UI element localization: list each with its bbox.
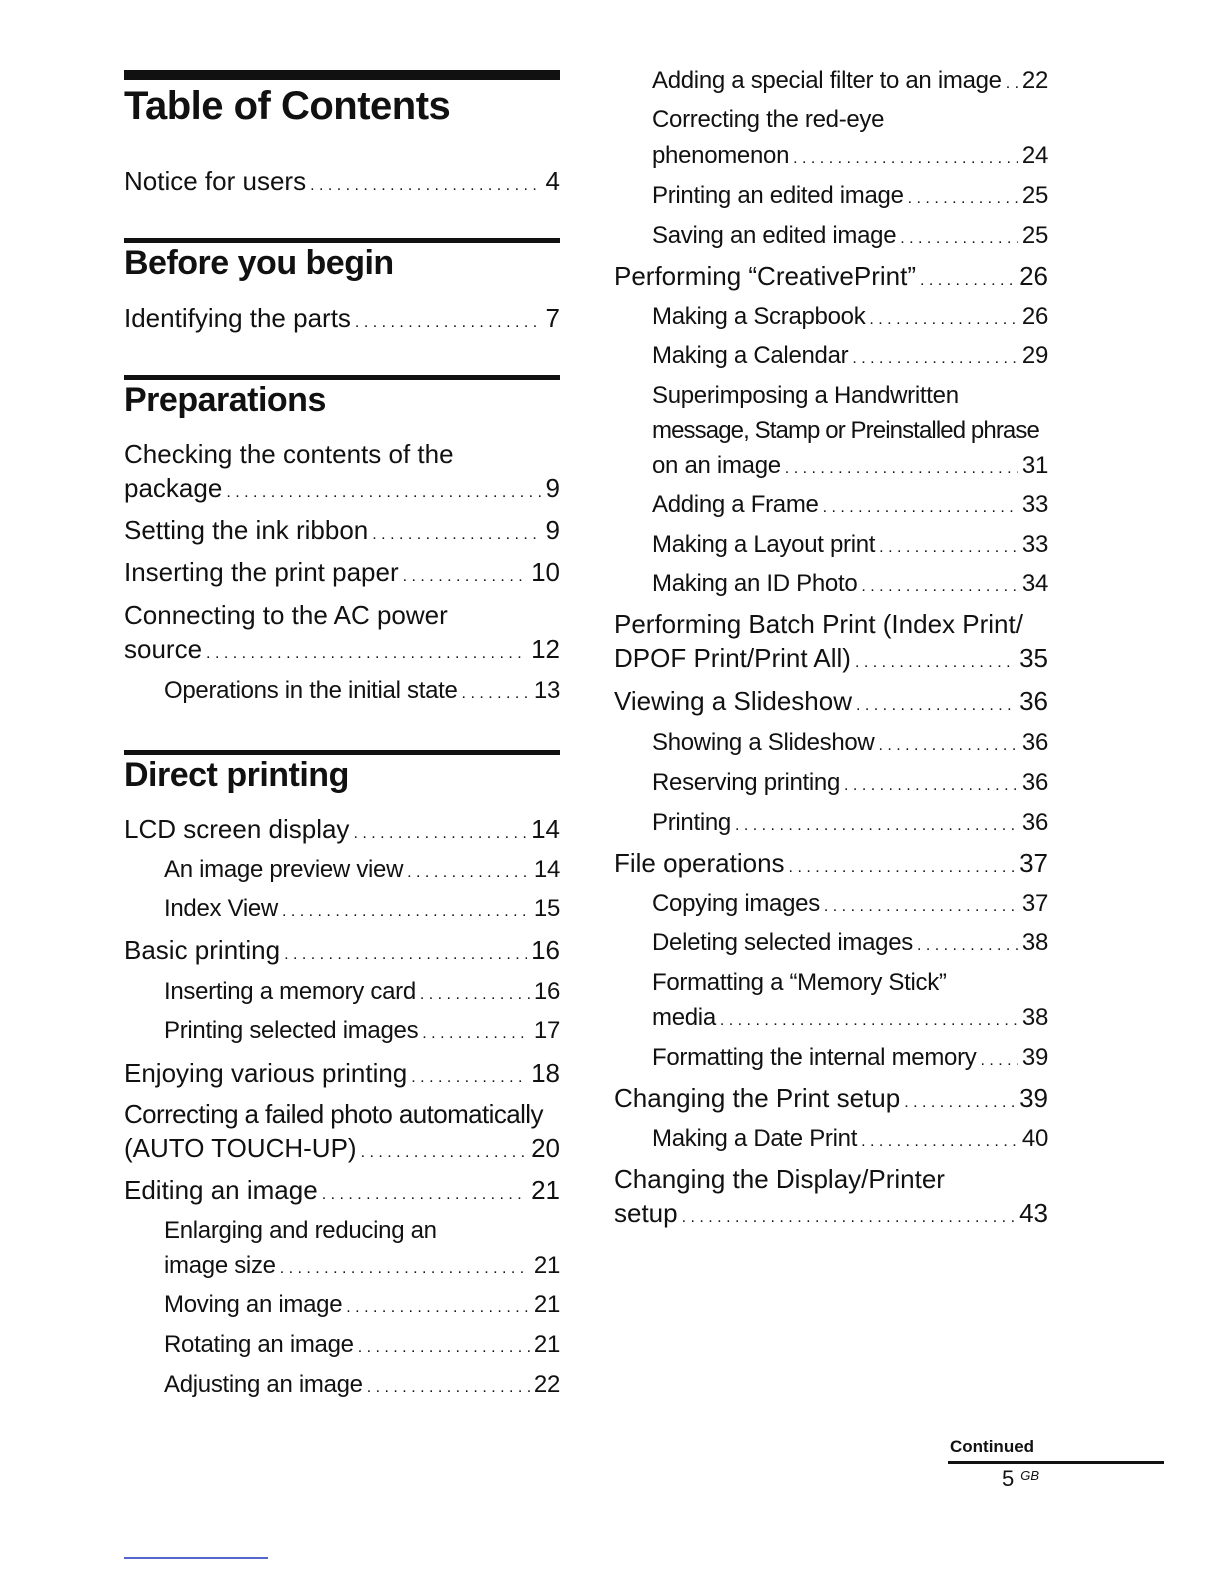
toc-entry[interactable]: Setting the ink ribbon . . . 9: [124, 517, 560, 543]
toc-subentry[interactable]: Printing . . . 36: [652, 811, 1048, 835]
toc-subentry-line: Enlarging and reducing an: [164, 1217, 437, 1244]
toc-subentry[interactable]: Inserting a memory card . . . 16: [164, 980, 560, 1004]
toc-subentry[interactable]: Deleting selected images . . . 38: [652, 931, 1048, 955]
toc-subentry[interactable]: Adjusting an image . . . 22: [164, 1373, 560, 1397]
toc-entry[interactable]: setup . . . 43: [614, 1200, 1048, 1226]
toc-entry[interactable]: Viewing a Slideshow . . . 36: [614, 688, 1048, 714]
toc-subentry[interactable]: Showing a Slideshow . . . 36: [652, 731, 1048, 755]
toc-entry[interactable]: File operations . . . 37: [614, 850, 1048, 876]
toc-entry-line: Connecting to the AC power: [124, 600, 448, 630]
toc-subentry[interactable]: Formatting the internal memory . . . 39: [652, 1046, 1048, 1070]
toc-subentry[interactable]: Saving an edited image . . . 25: [652, 224, 1048, 248]
toc-subentry[interactable]: media . . . 38: [652, 1006, 1048, 1030]
page-title: Table of Contents: [124, 84, 451, 128]
toc-subentry[interactable]: Operations in the initial state . . . 13: [164, 679, 560, 703]
toc-subentry-line: Superimposing a Handwritten: [652, 382, 959, 409]
toc-entry-line: Checking the contents of the: [124, 439, 454, 469]
toc-subentry[interactable]: Copying images . . . 37: [652, 892, 1048, 916]
toc-entry[interactable]: Inserting the print paper . . . 10: [124, 559, 560, 585]
toc-entry[interactable]: package . . . 9: [124, 475, 560, 501]
toc-subentry[interactable]: image size . . . 21: [164, 1254, 560, 1278]
page-number: [1002, 1466, 1039, 1492]
toc-subentry[interactable]: on an image . . . 31: [652, 454, 1048, 478]
title-rule: [124, 70, 560, 80]
footer-rule: [948, 1461, 1164, 1464]
toc-entry[interactable]: (AUTO TOUCH-UP) . . . 20: [124, 1135, 560, 1161]
toc-entry-line: Performing Batch Print (Index Print/: [614, 609, 1023, 639]
toc-subentry-line: Formatting a “Memory Stick”: [652, 969, 947, 996]
toc-subentry[interactable]: Making an ID Photo . . . 34: [652, 572, 1048, 596]
section-heading-direct-printing: Direct printing: [124, 756, 349, 794]
toc-subentry-line: message, Stamp or Preinstalled phrase: [652, 417, 1039, 444]
toc-subentry[interactable]: phenomenon . . . 24: [652, 144, 1048, 168]
toc-subentry[interactable]: Reserving printing . . . 36: [652, 771, 1048, 795]
toc-subentry[interactable]: Adding a Frame . . . 33: [652, 493, 1048, 517]
toc-entry[interactable]: source . . . 12: [124, 636, 560, 662]
toc-subentry[interactable]: Making a Layout print . . . 33: [652, 533, 1048, 557]
toc-subentry[interactable]: Making a Date Print . . . 40: [652, 1127, 1048, 1151]
toc-entry-notice[interactable]: Notice for users . . . 4: [124, 168, 560, 194]
toc-subentry[interactable]: Making a Calendar . . . 29: [652, 344, 1048, 368]
toc-subentry-line: Correcting the red-eye: [652, 106, 885, 133]
toc-subentry[interactable]: Printing an edited image . . . 25: [652, 184, 1048, 208]
page-number-value: 5: [1002, 1466, 1015, 1491]
toc-entry[interactable]: Basic printing . . . 16: [124, 937, 560, 963]
toc-entry-line: Changing the Display/Printer: [614, 1164, 945, 1194]
section-rule: [124, 750, 560, 755]
toc-entry[interactable]: Identifying the parts . . . 7: [124, 305, 560, 331]
toc-subentry[interactable]: An image preview view . . . 14: [164, 858, 560, 882]
toc-subentry[interactable]: Rotating an image . . . 21: [164, 1333, 560, 1357]
section-heading-before-you-begin: Before you begin: [124, 244, 394, 282]
continued-label: Continued: [950, 1437, 1035, 1456]
bottom-margin-mark: [124, 1557, 268, 1559]
toc-subentry[interactable]: Adding a special filter to an image . . . 22: [652, 69, 1048, 93]
toc-entry[interactable]: LCD screen display . . . 14: [124, 816, 560, 842]
toc-entry[interactable]: Enjoying various printing . . . 18: [124, 1060, 560, 1086]
toc-subentry[interactable]: Index View . . . 15: [164, 897, 560, 921]
toc-entry[interactable]: Changing the Print setup . . . 39: [614, 1085, 1048, 1111]
section-heading-preparations: Preparations: [124, 381, 326, 419]
toc-entry[interactable]: DPOF Print/Print All) . . . 35: [614, 645, 1048, 671]
page-suffix: GB: [1020, 1468, 1040, 1483]
section-rule: [124, 375, 560, 380]
toc-subentry[interactable]: Printing selected images . . . 17: [164, 1019, 560, 1043]
toc-entry-line: Correcting a failed photo automatically: [124, 1099, 543, 1129]
section-rule: [124, 238, 560, 243]
toc-subentry[interactable]: Moving an image . . . 21: [164, 1293, 560, 1317]
toc-entry[interactable]: Performing “CreativePrint” . . . 26: [614, 263, 1048, 289]
toc-entry[interactable]: Editing an image . . . 21: [124, 1177, 560, 1203]
toc-subentry[interactable]: Making a Scrapbook . . . 26: [652, 305, 1048, 329]
